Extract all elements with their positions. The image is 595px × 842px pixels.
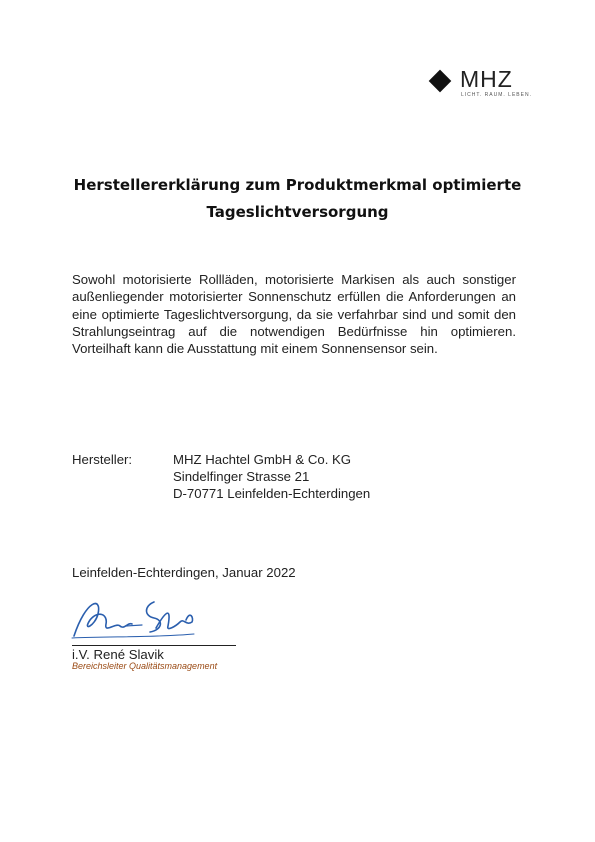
signatory-role: Bereichsleiter Qualitätsmanagement xyxy=(72,661,218,671)
declaration-text: Sowohl motorisierte Rollläden, motorisierte Markisen als auch sonstiger außenliegender motorisierter Sonnenschutz erfüllen die Anforderungen an eine optimierte Tageslichtversorgung, da sie verfahrbar sind und somit den Strahlungseintrag auf die notwendigen Bedürfnisse hin optimieren. Vorteilhaft kann die Ausstattung mit einem Sonnensensor sein. xyxy=(72,272,516,357)
signature-line xyxy=(72,645,236,646)
document-title xyxy=(70,172,525,226)
manufacturer-name: MHZ Hachtel GmbH & Co. KG xyxy=(173,452,352,467)
signatory-name: i.V. René Slavik xyxy=(72,647,164,662)
diamond-icon xyxy=(429,70,452,93)
logo-brand: MHZ xyxy=(460,66,513,92)
handwritten-signature xyxy=(68,592,198,644)
title-line-1: Herstellererklärung zum Produktmerkmal optimierte xyxy=(73,176,522,194)
manufacturer-city: D-70771 Leinfelden-Echterdingen xyxy=(173,486,371,501)
manufacturer-label: Hersteller: xyxy=(72,452,133,467)
place-date: Leinfelden-Echterdingen, Januar 2022 xyxy=(72,565,296,580)
manufacturer-street: Sindelfinger Strasse 21 xyxy=(173,469,310,484)
title-line-2: Tageslichtversorgung xyxy=(206,203,389,221)
mhz-logo xyxy=(428,66,532,100)
logo-tagline: LICHT. RAUM. LEBEN. xyxy=(461,92,532,98)
